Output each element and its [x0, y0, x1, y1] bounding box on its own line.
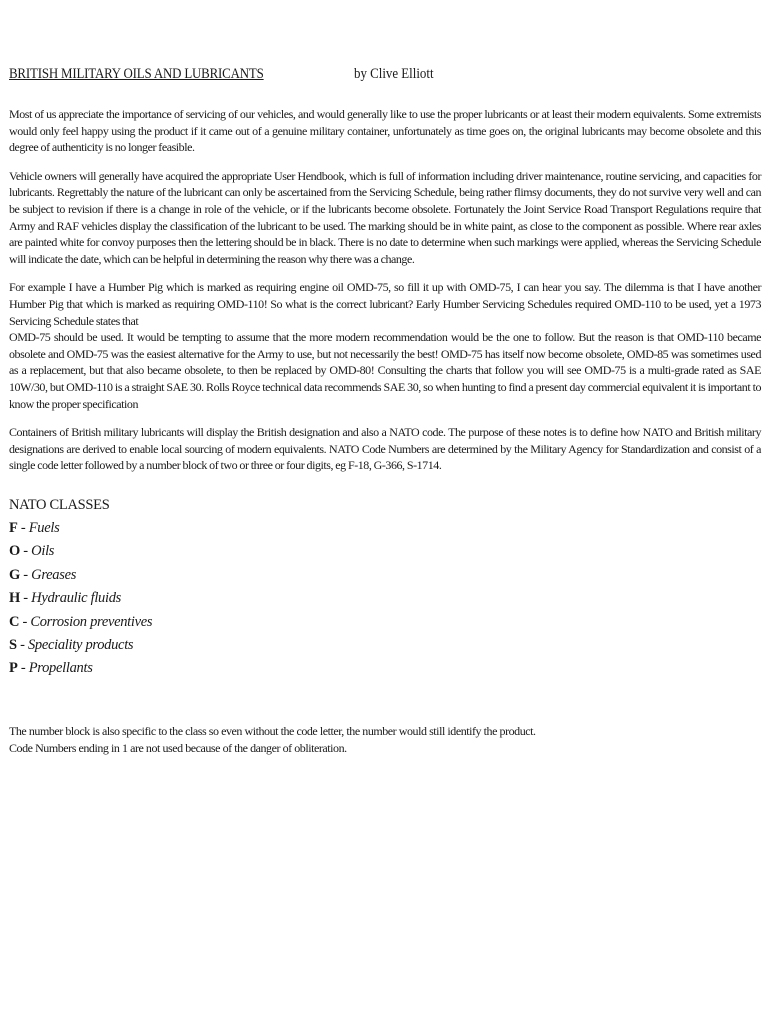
nato-class-list: [9, 517, 761, 681]
paragraph-example: [9, 279, 761, 412]
nato-class-item: [9, 517, 761, 540]
author-byline: by Clive Elliott: [354, 66, 434, 82]
class-code: S: [9, 636, 17, 653]
class-separator: -: [17, 660, 29, 677]
class-name: Fuels: [28, 519, 60, 536]
paragraph-example-part-2: OMD-75 should be used. It would be tempting to assume that the more modern recommendation would be the one to follow. But the reason is that OMD-110 became obsolete and OMD-75 was the easiest alternative for the Army to use, but not necessarily the best! OMD-75 has itself now become obsolete, OMD-85 was sometimes used as a replacement, but that also became obsolete, to then be replaced by OMD-80! Consulting the charts that follow you will see OMD-75 is a multi-grade rated as SAE 10W/30, but OMD-110 is a straight SAE 30. Rolls Royce technical data recommends SAE 30, so when hunting to find a present day commercial equivalent it is important to know the proper specification: [9, 330, 761, 411]
paragraph-intro: Most of us appreciate the importance of servicing of our vehicles, and would generally like to use the proper lubricants or at least their modern equivalents. Some extremists would only feel happy using the product if it came out of a genuine military container, unfortunately as time goes on, the original lubricants may become obsolete and this degree of authenticity is no longer feasible.: [9, 107, 761, 155]
footnote-code-numbers: Code Numbers ending in 1 are not used because of the danger of obliteration.: [9, 740, 347, 755]
class-name: Corrosion preventives: [30, 613, 153, 630]
class-code: H: [9, 590, 20, 607]
class-separator: -: [16, 636, 28, 653]
nato-class-item: [9, 657, 761, 680]
class-separator: -: [19, 590, 32, 607]
nato-class-item: [9, 587, 761, 610]
nato-class-item: [9, 540, 761, 563]
title-row: [9, 66, 761, 88]
nato-class-item: [9, 634, 761, 657]
class-name: Hydraulic fluids: [31, 590, 122, 607]
footnote-number-block: The number block is also specific to the class so even without the code letter, the number would still identify the product.: [9, 723, 536, 738]
document-title: BRITISH MILITARY OILS AND LUBRICANTS: [9, 66, 264, 82]
class-name: Propellants: [28, 660, 93, 677]
class-name: Speciality products: [27, 636, 134, 653]
class-name: Oils: [31, 543, 55, 560]
nato-class-item: [9, 564, 761, 587]
class-separator: -: [19, 566, 32, 583]
class-code: C: [9, 613, 20, 630]
paragraph-handbook: Vehicle owners will generally have acquired the appropriate User Hendbook, which is full of information including driver maintenance, routine servicing, and capacities for lubricants. Regrettably the nature of the lubricant can only be ascertained from the Servicing Schedule, being rather flimsy documents, they do not survive very well and can be subject to revision if there is a change in role of the vehicle, or if the lubricants become obsolete. Fortunately the Joint Service Road Transport Regulations require that Army and RAF vehicles display the classification of the lubricant to be used. The marking should be in white paint, as close to the component as possible. Where rear axles are painted white for convoy purposes then the lettering should be in black. There is no date to determine when such markings were applied, whereas the Servicing Schedule will indicate the date, which can be helpful in determining the reason why there was a change.: [9, 168, 761, 266]
class-separator: -: [19, 543, 32, 560]
nato-class-item: [9, 611, 761, 634]
footnotes: [9, 723, 761, 757]
paragraph-example-part-1: For example I have a Humber Pig which is marked as requiring engine oil OMD-75, so fill it up with OMD-75, I can hear you say. The dilemma is that I have another Humber Pig that which is marked as requiring OMD-110! So what is the correct lubricant? Early Humber Servicing Schedules required OMD-110 to be used, yet a 1973 Servicing Schedule states that: [9, 280, 761, 328]
class-separator: -: [19, 613, 31, 630]
class-code: G: [9, 566, 20, 583]
class-code: O: [9, 543, 20, 560]
paragraph-nato-codes: Containers of British military lubricants will display the British designation and also a NATO code. The purpose of these notes is to define how NATO and British military designations are derived to enable local sourcing of modern equivalents. NATO Code Numbers are determined by the Military Agency for Standardization and consist of a single code letter followed by a number block of two or three or four digits, eg F-18, G-366, S-1714.: [9, 425, 761, 473]
class-separator: -: [17, 519, 29, 536]
class-code: P: [9, 660, 18, 677]
class-name: Greases: [31, 566, 77, 583]
class-code: F: [9, 519, 18, 536]
document-page: [9, 66, 761, 757]
nato-classes-heading: NATO CLASSES: [9, 496, 110, 513]
